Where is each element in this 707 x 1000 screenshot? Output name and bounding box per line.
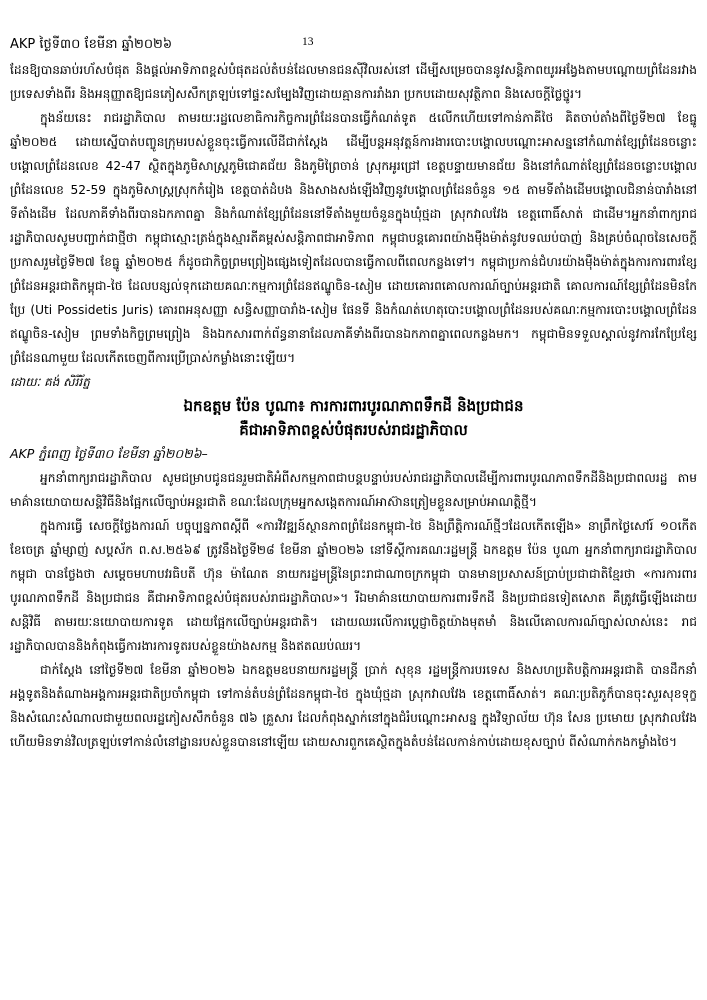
article1-byline: ដោយៈ គង់ សិរីរ័ត្ន — [10, 375, 90, 389]
article2-dateline: AKP ភ្នំពេញ ថ្ងៃទី៣០ ខែមីនា ឆ្នាំ២០២៦– — [10, 446, 208, 461]
article1-paragraph: ក្នុងន័យនេះ រាជរដ្ឋាភិបាល តាមរយៈរដ្ឋលេខាធិការកិច្ចការព្រំដែនបានធ្វើកំណត់ទូត ៥លើកហើយទៅកាន់ភាគីថៃ គិតចាប់តាំងពីថ្ងៃទី២៧ ខែធ្នូ ឆ្នាំ២០២៥ ដោយស្នើបាត់បញ្ចូនក្រុមរបស់ខ្លួនចុះធ្វើការលើដីជាក់ស្តែង ដើម្បីបន្តអនុវត្តន៍ការងារបោះបង្គោលបណ្តោះអាសន្ននៅកំណាត់ខ្សែព្រំដែនចន្លោះបង្គោលព្រំដែនលេខ 42-47 ស្ថិតក្នុងភូមិសាស្ត្រភូមិជោគជ័យ និងភូមិព្រៃចាន់ ស្រុកអូរជ្រៅ ខេត្តបន្ទាយមានជ័យ និងនៅកំណាត់ខ្សែព្រំដែនចន្លោះបង្គោលព្រំដែនលេខ 52-59 ក្នុងភូមិសាស្ត្រស្រុកកំរៀង ខេត្តបាត់ដំបង និងសាងសង់ឡើងវិញនូវបង្គោលព្រំដែនចំនួន ១៥ តាមទីតាំងដើមបង្គោលជិនាន់បារាំងនៅទីតាំងដើម ដែលភាគីទាំងពីរបានឯកភាពគ្នា និងកំណាត់ខ្សែព្រំដែននៅទីតាំងមួយចំនួនក្នុងឃុំថ្មដា ស្រុកវាលវែង ខេត្តពោធិ៍សាត់ ជាដើម។អ្នកនាំពាក្យរាជរដ្ឋាភិបាលសូមបញ្ជាក់ជាថ្មីថា កម្ពុជាស្មោះត្រង់ក្នុងស្មារតីគម្ពស់សន្តិភាពជាអាទិភាព កម្ពុជាបន្តគោរពយ៉ាងម៉ឺងម៉ាត់នូវបទឈប់បាញ់ និងគ្រប់ចំណុចនៃសេចក្តីប្រកាសរួមថ្ងៃទី២៧ ខែធ្នូ ឆ្នាំ២០២៥ ក៏ដូចជាកិច្ចព្រមព្រៀងផ្សេងទៀតដែលបានធ្វើកាលពីពេលកន្លងទៅ។ កម្ពុជាប្រកាន់ជំហរយ៉ាងម៉ឺងម៉ាត់ក្នុងការការពារខ្សែព្រំដែនអន្តរជាតិកម្ពុជា-ថៃ ដែលបន្សល់ទុកដោយគណៈកម្មការព្រំដែនឥណ្ឌូចិន-សៀម ដោយគោរពគោលការណ៍ច្បាប់អន្តរជាតិ គោលការណ៍ខ្សែព្រំដែនមិនកែប្រែ (Uti Possidetis Juris) គោរពអនុសញ្ញា សន្ធិសញ្ញាបារាំង-សៀម ផែនទី និងកំណត់ហេតុបោះបង្គោលព្រំដែនរបស់គណៈកម្មការបោះបង្គោលព្រំដែនឥណ្ឌូចិន-សៀម ព្រមទាំងកិច្ចព្រមព្រៀង និងឯកសារពាក់ព័ន្ធនានាដែលភាគីទាំងពីរបានឯកភាពគ្នាពេលកន្លងមក។ កម្ពុជាមិនទទួលស្គាល់នូវការកែប្រែខ្សែព្រំដែនណាមួយ ដែលកើតចេញពីការប្រើប្រាស់កម្លាំងនោះឡើយ។ — [10, 111, 697, 365]
header-source-date: AKP ថ្ងៃទី៣០ ខែមីនា ឆ្នាំ២០២៦ — [10, 37, 173, 52]
article2-paragraph: អ្នកនាំពាក្យរាជរដ្ឋាភិបាល សូមជម្រាបជូនជនរួមជាតិអំពីសកម្មភាពជាបន្តបន្ទាប់របស់រាជរដ្ឋាភិបាលដើម្បីការពារបូរណភាពទឹកដីនិងប្រជាពលរដ្ឋ តាមមាគ៌ានយោបាយសន្តិវិធីនិងផ្អែកលើច្បាប់អន្តរជាតិ ខណៈដែលក្រុមអ្នកសង្កេតការណ៍អាស៊ានត្រៀមខ្លួនសម្រាប់អាណត្តិថ្មី។ — [10, 471, 697, 509]
page-number: 13 — [302, 36, 314, 48]
article2-paragraph: ក្នុងការធ្វើ សេចក្តីថ្លែងការណ៍ បច្ចុប្បន្នភាពស្តីពី «ការវិវឌ្ឍន៍ស្ថានភាពព្រំដែនកម្ពុជា-ថៃ និងព្រឹត្តិការណ៍ថ្មីៗដែលកើតឡើង» នាព្រឹកថ្ងៃសៅរ៍ ១០កើត ខែចេត្រ ឆ្នាំម្សាញ់ សប្តស័ក ព.ស.២៥៦៩ ត្រូវនឹងថ្ងៃទី២៨ ខែមីនា ឆ្នាំ២០២៦ នៅទីស្តីការគណៈរដ្ឋមន្ត្រី ឯកឧត្តម ប៉ែន បូណា អ្នកនាំពាក្យរាជរដ្ឋាភិបាលកម្ពុជា បានថ្លែងថា សម្តេចមហាបវរធិបតី ហ៊ុន ម៉ាណែត នាយករដ្ឋមន្ត្រីនៃព្រះរាជាណាចក្រកម្ពុជា បានមានប្រសាសន៍ប្រាប់ប្រជាជាតិខ្មែរថា «ការការពារបូរណភាពទឹកដី និងប្រជាជន គឺជាអាទិភាពខ្ពស់បំផុតរបស់រាជរដ្ឋាភិបាល»។ រីឯមាគ៌ានយោបាយការពារទឹកដី និងប្រជាជនទៀតសោត គឺត្រូវធ្វើឡើងដោយសន្តិវិធី តាមរយៈនយោបាយការទូត ដោយផ្អែកលើច្បាប់អន្តរជាតិ។ ដោយឈរលើការប្តេជ្ញាចិត្តយ៉ាងមុតមាំ និងលើគោលការណ៍ច្បាស់លាស់នេះ រាជរដ្ឋាភិបាលបាននិងកំពុងធ្វើការងារការទូតរបស់ខ្លួនយ៉ាងសកម្ម និងឥតឈប់ឈរ។ — [10, 519, 697, 653]
article2-paragraph: ជាក់ស្តែង នៅថ្ងៃទី២៧ ខែមីនា ឆ្នាំ២០២៦ ឯកឧត្តមឧបនាយករដ្ឋមន្ត្រី ប្រាក់ សុខុន រដ្ឋមន្ត្រីការបរទេស និងសហប្រតិបត្តិការអន្តរជាតិ បានដឹកនាំអង្គទូតនិងតំណាងអង្គការអន្តរជាតិប្រចាំកម្ពុជា ទៅកាន់តំបន់ព្រំដែនកម្ពុជា-ថៃ ក្នុងឃុំថ្មដា ស្រុកវាលវែង ខេត្តពោធិ៍សាត់។ គណៈប្រតិភូក៏បានចុះសួរសុខទុក្ខនិងសំណេះសំណាលជាមួយពលរដ្ឋភៀសសឹកចំនួន ៧៦ គ្រួសារ ដែលកំពុងស្នាក់នៅក្នុងជំរំបណ្តោះអាសន្ន ក្នុងវិទ្យាល័យ ហ៊ុន សែន ប្រមោយ ស្រុកវាលវែង ហើយមិនទាន់វិលត្រឡប់ទៅកាន់លំនៅដ្ឋានរបស់ខ្លួនបាននៅឡើយ ដោយសារពួកគេស្ថិតក្នុងតំបន់ដែលកាន់កាប់ដោយខុសច្បាប់ ពីសំណាក់កងកម្លាំងថៃ។ — [10, 663, 697, 749]
article2-headline-line2: គឺជាអាទិភាពខ្ពស់បំផុតរបស់រាជរដ្ឋាភិបាល — [239, 421, 468, 439]
page-header — [10, 36, 697, 58]
article1-paragraph-continued: ដែនឱ្យបានឆាប់រហ័សបំផុត និងផ្តល់អាទិភាពខ្ពស់បំផុតដល់តំបន់ដែលមានជនស៊ីវិលរស់នៅ ដើម្បីសម្រេចបាននូវសន្តិភាពយូរអង្វែងតាមបណ្តោយព្រំដែនរវាងប្រទេសទាំងពីរ និងអនុញ្ញាតឱ្យជនភៀសសឹកត្រឡប់ទៅផ្ទះសម្បែងវិញដោយគ្មានការរាំងរា ប្រកបដោយសុវត្ថិភាព និងសេចក្តីថ្លៃថ្នូរ។ — [10, 63, 697, 101]
article2-headline-line1: ឯកឧត្តម ប៉ែន បូណា៖ ការការពារបូរណភាពទឹកដី និងប្រជាជន — [183, 397, 524, 415]
